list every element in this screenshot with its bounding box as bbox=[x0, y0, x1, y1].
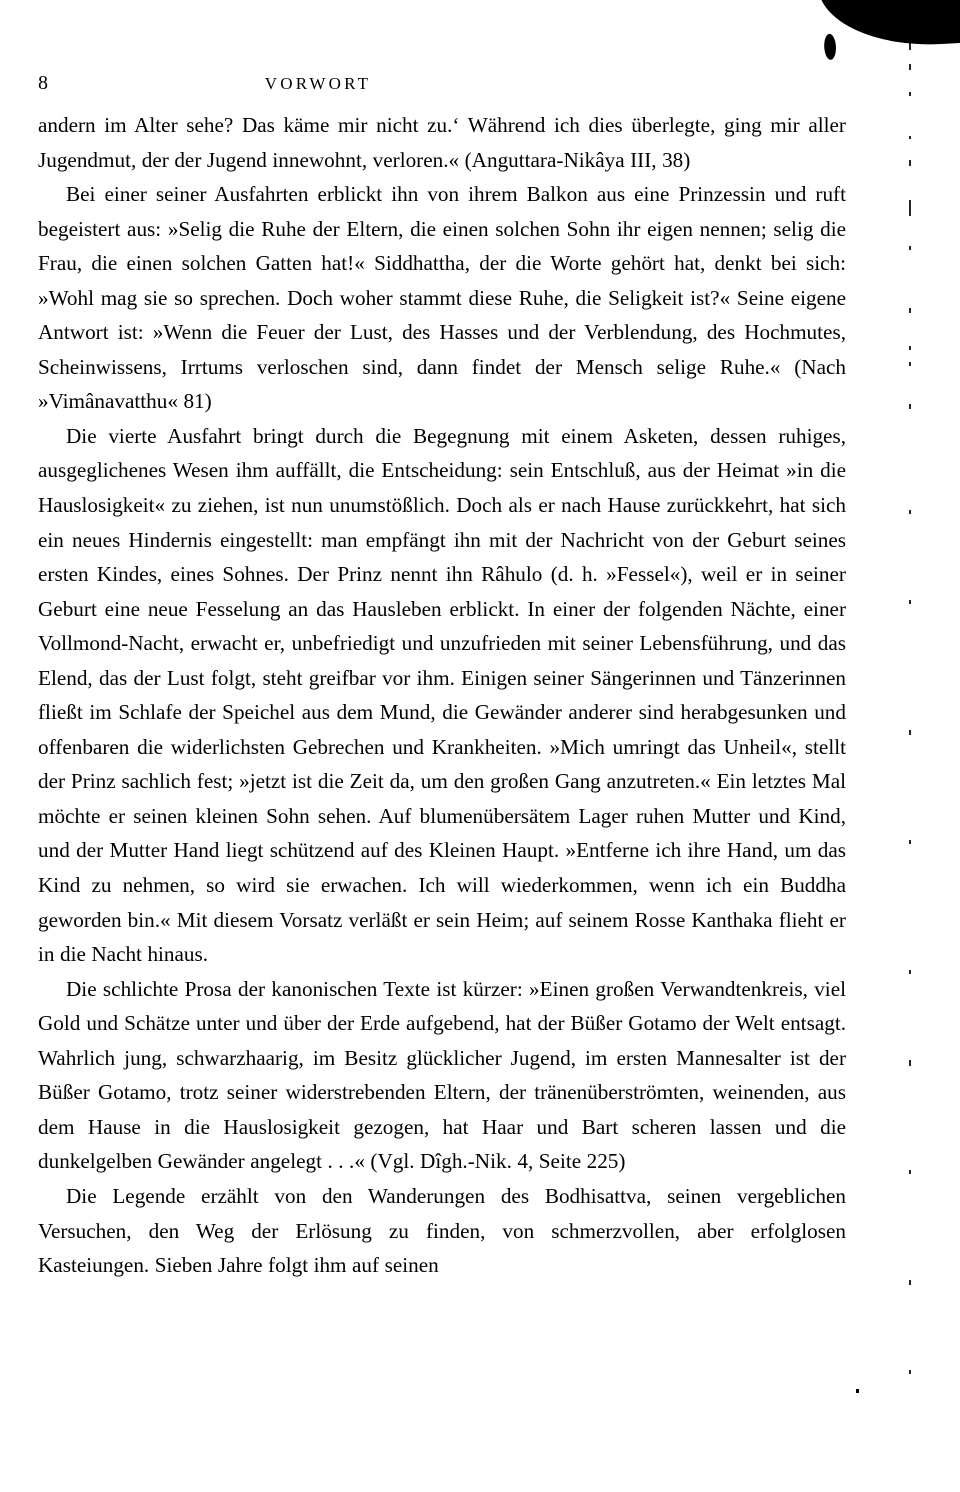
page-number: 8 bbox=[38, 72, 49, 94]
scan-gutter-line-artifact bbox=[909, 40, 911, 1480]
body-paragraph: Die Legende erzählt von den Wanderungen des Bodhisattva, seinen vergeblichen Versuchen, den Weg der Erlösung zu finden, von schmerzvollen, aber erfolglosen Kasteiungen. Sieben Jahre folgt ihm auf seinen bbox=[38, 1183, 846, 1278]
running-head bbox=[38, 70, 846, 96]
body-paragraph: andern im Alter sehe? Das käme mir nicht zu.‘ Während ich dies überlegte, ging mir aller Jugendmut, der der Jugend innewohnt, verloren.« (Anguttara-Nikâya III, 38) bbox=[38, 113, 846, 172]
scan-shadow-artifact bbox=[815, 0, 960, 50]
body-paragraph: Die schlichte Prosa der kanonischen Texte ist kürzer: »Einen großen Verwandtenkreis, viel Gold und Schätze unter und über der Erde aufgebend, hat der Büßer Gotamo der Welt entsagt. Wahrlich jung, schwarzhaarig, im Besitz glücklicher Jugend, im ersten Mannesalter ist der Büßer Gotamo, trotz seiner widerstrebenden Eltern, der tränenüberströmten, weinenden, aus dem Hause in die Hauslosigkeit gezogen, hat Haar und Bart scheren lassen und die dunkelgelben Gewänder angelegt . . .« (Vgl. Dîgh.-Nik. 4, Seite 225) bbox=[38, 976, 846, 1174]
body-paragraph: Die vierte Ausfahrt bringt durch die Begegnung mit einem Asketen, dessen ruhiges, ausgeglichenes Wesen ihm auffällt, die Entscheidung: sein Entschluß, aus der Heimat »in die Hauslosigkeit« zu ziehen, ist nun unumstößlich. Doch als er nach Hause zurückkehrt, hat sich ein neues Hindernis eingestellt: man empfängt ihn mit der Nachricht von der Geburt seines ersten Kindes, eines Sohnes. Der Prinz nennt ihn Râhulo (d. h. »Fessel«), weil er in seiner Geburt eine neue Fesselung an das Hausleben erblickt. In einer der folgenden Nächte, einer Vollmond-Nacht, erwacht er, unbefriedigt und unzufrieden mit seiner Lebensführung, und das Elend, das der Lust folgt, steht greifbar vor ihm. Einigen seiner Sängerinnen und Tänzerinnen fließt im Schlafe der Speichel aus dem Mund, die Gewänder anderer sind herabgesunken und offenbaren die widerlichsten Gebrechen und Krankheiten. »Mich umringt das Unheil«, stellt der Prinz sachlich fest; »jetzt ist die Zeit da, um den großen Gang anzutreten.« Ein letztes Mal möchte er seinen kleinen Sohn sehen. Auf blumenübersätem Lager ruhen Mutter und Kind, und der Mutter Hand liegt schützend auf des Kleinen Haupt. »Entferne ich ihre Hand, um das Kind zu nehmen, so wird sie erwachen. Ich will wiederkommen, wenn ich ein Buddha geworden bin.« Mit diesem Vorsatz verläßt er sein Heim; auf seinem Rosse Kanthaka flieht er in die Nacht hinaus. bbox=[38, 423, 846, 967]
running-title: VORWORT bbox=[264, 74, 372, 93]
scan-speck-artifact bbox=[856, 1389, 859, 1393]
body-paragraph: Bei einer seiner Ausfahrten erblickt ihn von ihrem Balkon aus eine Prinzessin und ruft begeistert aus: »Selig die Ruhe der Eltern, die einen solchen Sohn ihr eigen nennen; selig die Frau, die einen solchen Gatten hat!« Siddhattha, der die Worte gehört hat, denkt bei sich: »Wohl mag sie so sprechen. Doch woher stammt diese Ruhe, die Seligkeit ist?« Seine eigene Antwort ist: »Wenn die Feuer der Lust, des Hasses und der Verblendung, des Hochmutes, Scheinwissens, Irrtums verloschen sind, dann findet der Mensch selige Ruhe.« (Nach »Vimânavatthu« 81) bbox=[38, 182, 846, 414]
body-text bbox=[38, 108, 846, 1283]
